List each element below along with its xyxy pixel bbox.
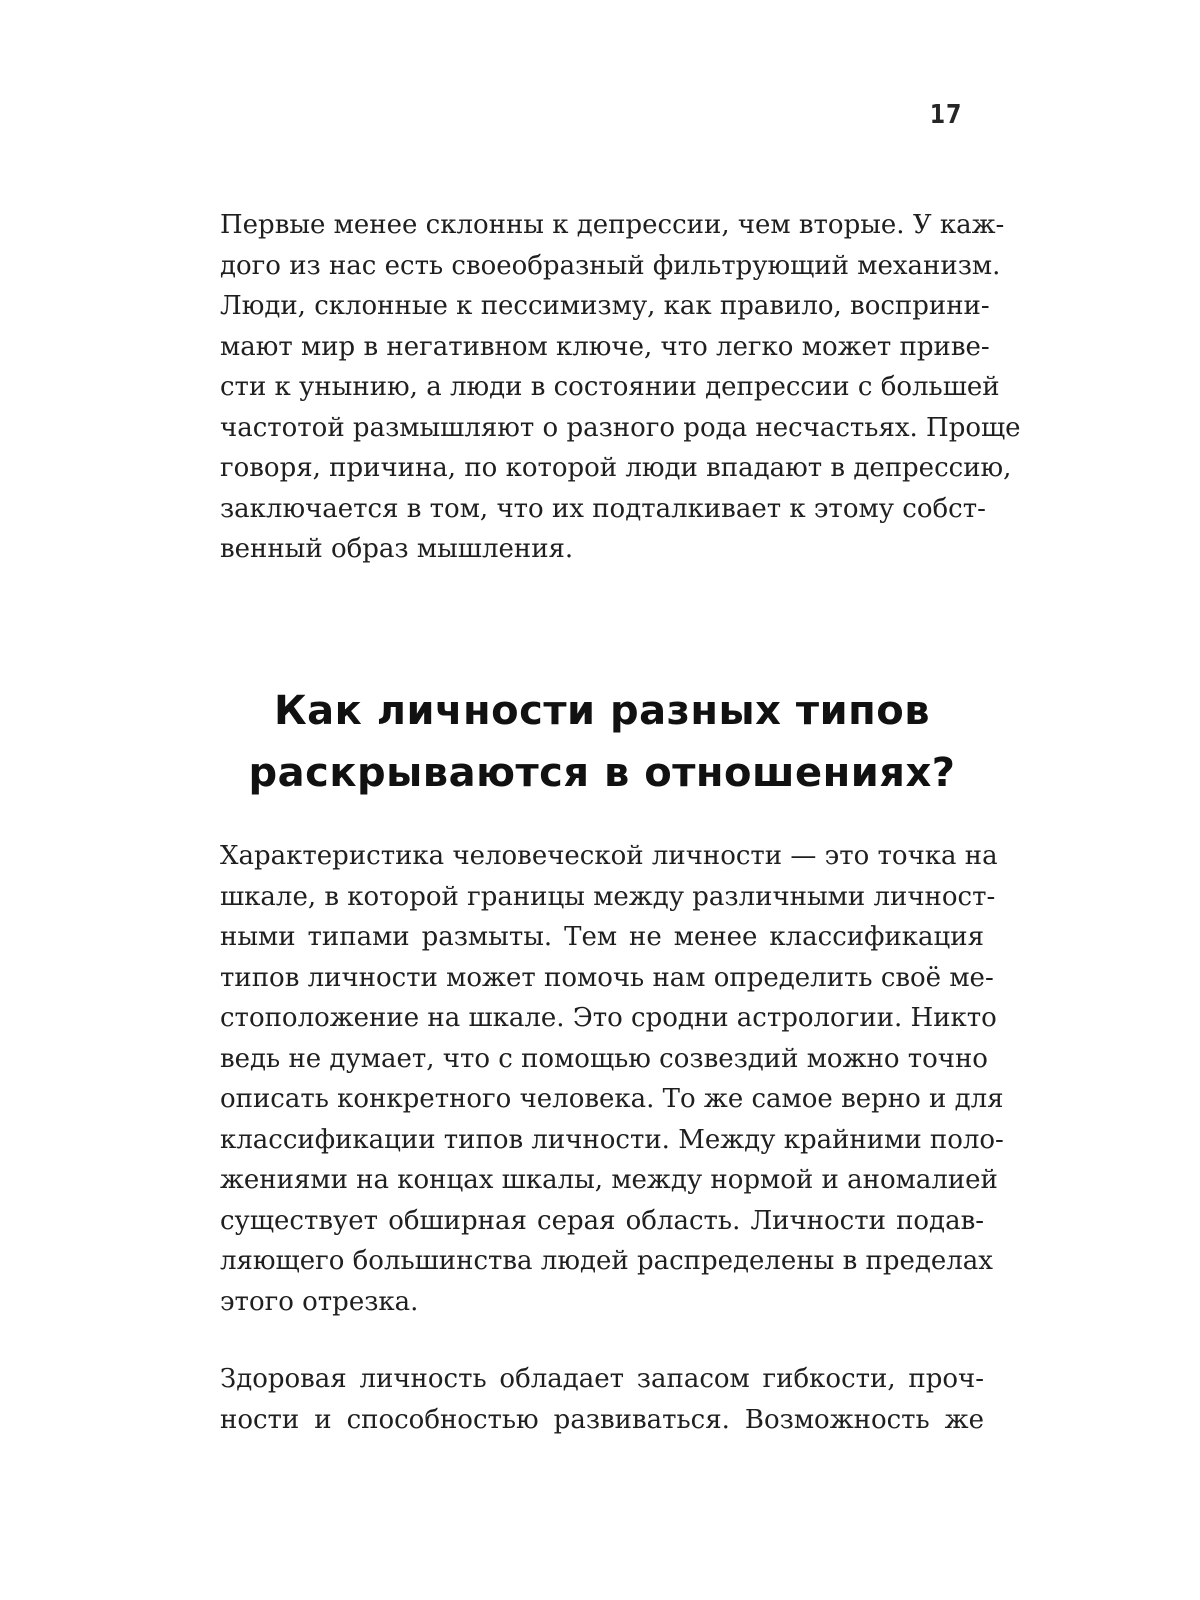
text-line: венный образ мышления. [220, 534, 574, 564]
text-line: стоположение на шкале. Это сродни астрологии. Никто [220, 1003, 997, 1033]
text-line: ности и способностью развиваться. Возможность же [220, 1404, 984, 1435]
paragraph-1 [220, 205, 1021, 570]
text-line: описать конкретного человека. То же самое верно и для [220, 1084, 1004, 1114]
text-line: Первые менее склонны к депрессии, чем вторые. У каж- [220, 210, 1005, 240]
text-line: шкале, в которой границы между различными личност- [220, 881, 996, 912]
text-line: дого из нас есть своеобразный фильтрующий механизм. [220, 250, 1001, 281]
heading-line: раскрываются в отношениях? [248, 750, 956, 796]
text-line: жениями на концах шкалы, между нормой и аномалией [220, 1165, 998, 1195]
text-line: ными типами размыты. Тем не менее классификация [220, 922, 984, 952]
text-line: мают мир в негативном ключе, что легко может приве- [220, 331, 990, 362]
paragraph-2 [220, 836, 1004, 1322]
text-line: Характеристика человеческой личности — это точка на [220, 841, 998, 871]
text-line: этого отрезка. [220, 1286, 419, 1317]
text-line: типов личности может помочь нам определить своё ме- [220, 962, 994, 993]
text-line: существует обширная серая область. Личности подав- [220, 1205, 984, 1236]
text-line: заключается в том, что их подталкивает к этому собст- [220, 493, 986, 524]
heading-line: Как личности разных типов [273, 688, 931, 734]
page-number: 17 [929, 100, 962, 130]
text-line: говоря, причина, по которой люди впадают в депрессию, [220, 453, 1012, 483]
text-line: Люди, склонные к пессимизму, как правило, восприни- [220, 291, 990, 321]
text-line: ведь не думает, что с помощью созвездий можно точно [220, 1043, 988, 1074]
text-line: частотой размышляют о разного рода несчастьях. Проще [220, 412, 1021, 443]
text-line: ляющего большинства людей распределены в пределах [220, 1246, 993, 1276]
section-heading [220, 680, 984, 804]
text-line: Здоровая личность обладает запасом гибкости, проч- [220, 1364, 984, 1394]
paragraph-3 [220, 1359, 984, 1440]
text-line: классификации типов личности. Между крайними поло- [220, 1124, 1004, 1155]
text-line: сти к унынию, а люди в состоянии депрессии с большей [220, 372, 1000, 402]
